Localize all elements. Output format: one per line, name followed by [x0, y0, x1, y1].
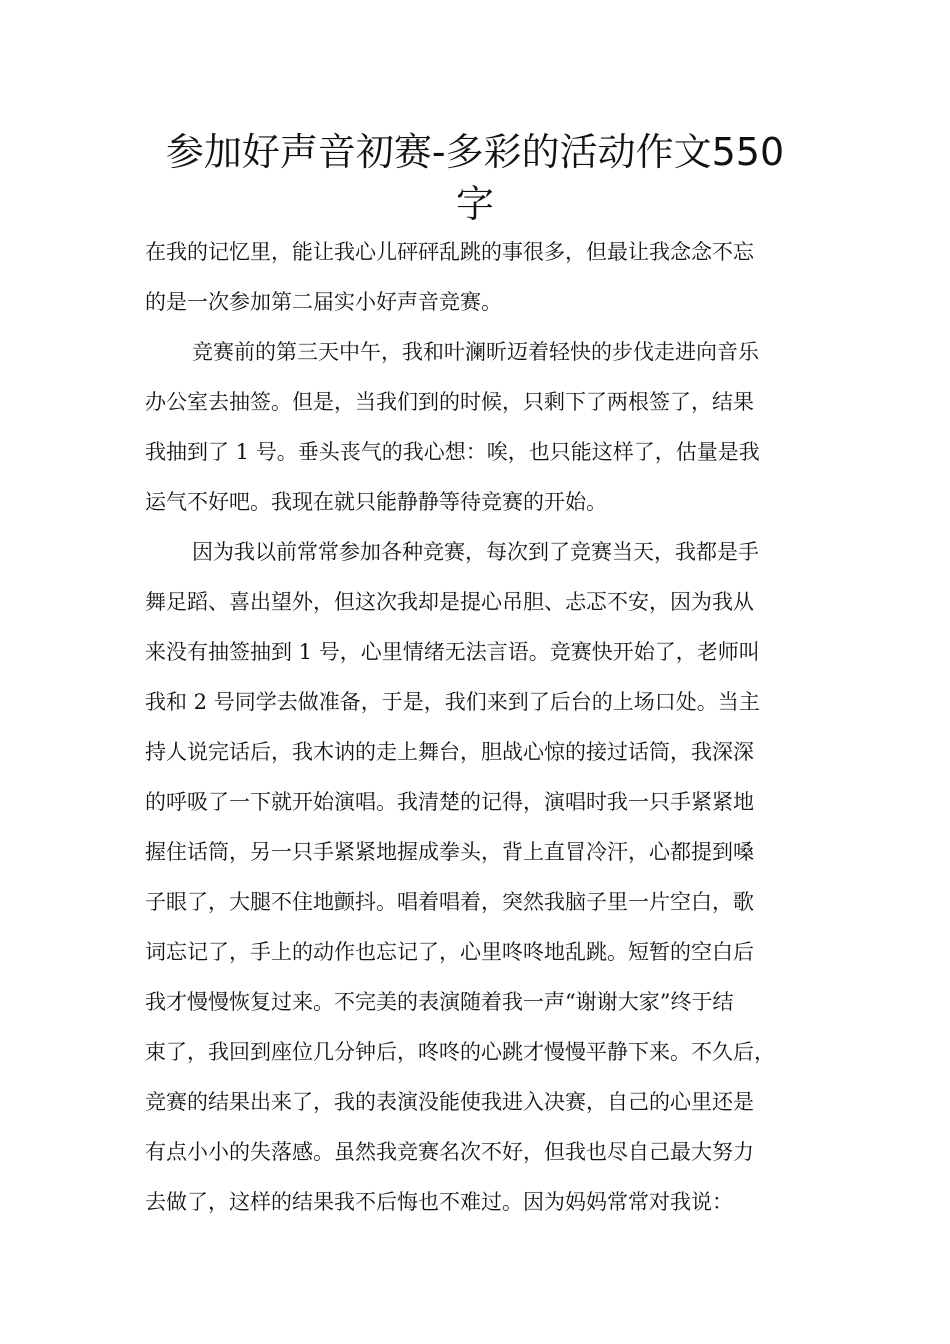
body-line: 握住话筒，另一只手紧紧地握成拳头，背上直冒冷汗，心都提到嗓: [145, 840, 754, 864]
body-line: 办公室去抽签。但是，当我们到的时候，只剩下了两根签了，结果: [145, 390, 754, 414]
body-line: 舞足蹈、喜出望外，但这次我却是提心吊胆、忐忑不安，因为我从: [145, 590, 754, 614]
document-title: [145, 126, 805, 230]
body-line: 的呼吸了一下就开始演唱。我清楚的记得，演唱时我一只手紧紧地: [145, 790, 754, 814]
body-line: 在我的记忆里，能让我心儿砰砰乱跳的事很多，但最让我念念不忘: [145, 240, 754, 264]
body-line: 的是一次参加第二届实小好声音竞赛。: [145, 290, 502, 314]
body-line: 子眼了，大腿不住地颤抖。唱着唱着，突然我脑子里一片空白，歌: [145, 890, 754, 914]
body-line: 我抽到了 1 号。垂头丧气的我心想：唉，也只能这样了，估量是我: [145, 440, 760, 464]
body-line: 持人说完话后，我木讷的走上舞台，胆战心惊的接过话筒，我深深: [145, 740, 754, 764]
body-line: 我才慢慢恢复过来。不完美的表演随着我一声“谢谢大家”终于结: [145, 990, 734, 1014]
body-line: 有点小小的失落感。虽然我竞赛名次不好，但我也尽自己最大努力: [145, 1140, 754, 1164]
body-line: 竞赛前的第三天中午，我和叶澜昕迈着轻快的步伐走进向音乐: [192, 340, 759, 364]
title-line-1: 参加好声音初赛-多彩的活动作文550: [165, 130, 785, 174]
body-line: 我和 2 号同学去做准备，于是，我们来到了后台的上场口处。当主: [145, 690, 760, 714]
body-line: 去做了，这样的结果我不后悔也不难过。因为妈妈常常对我说：: [145, 1190, 733, 1214]
body-line: 束了，我回到座位几分钟后，咚咚的心跳才慢慢平静下来。不久后，: [145, 1040, 775, 1064]
body-line: 运气不好吧。我现在就只能静静等待竞赛的开始。: [145, 490, 607, 514]
body-line: 词忘记了，手上的动作也忘记了，心里咚咚地乱跳。短暂的空白后: [145, 940, 754, 964]
body-line: 来没有抽签抽到 1 号，心里情绪无法言语。竞赛快开始了，老师叫: [145, 640, 760, 664]
body-line: 竞赛的结果出来了，我的表演没能使我进入决赛，自己的心里还是: [145, 1090, 754, 1114]
title-line-2: 字: [455, 182, 494, 226]
body-line: 因为我以前常常参加各种竞赛，每次到了竞赛当天，我都是手: [192, 540, 759, 564]
